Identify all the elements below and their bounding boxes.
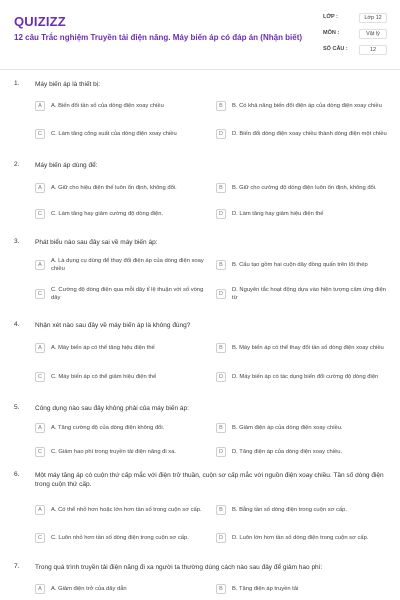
page-title: 12 câu Trắc nghiệm Truyền tải điện năng. Máy biến áp có đáp án (Nhận biết): [14, 33, 303, 42]
option-key: B: [216, 423, 226, 433]
option-key: C: [35, 372, 45, 382]
option-key: A: [35, 505, 45, 515]
option-text: A. Tăng cường độ của dòng điện không đổi.: [51, 425, 165, 431]
option-key: D: [216, 209, 226, 219]
option-text: A. Giảm điện trở của dây dẫn: [51, 586, 127, 592]
question-text: Trong quá trình truyền tải điện năng đi xa người ta thường dùng cách nào sau đây để giảm hao phí:: [35, 564, 323, 571]
option-a[interactable]: [35, 96, 205, 116]
option-a[interactable]: [35, 255, 205, 275]
option-key: A: [35, 101, 45, 111]
option-key: A: [35, 423, 45, 433]
page-header: [0, 0, 400, 70]
option-key: D: [216, 289, 226, 299]
option-text: B. Cấu tạo gồm hai cuộn dây đồng quấn trên lõi thép: [232, 262, 368, 268]
option-d[interactable]: [216, 204, 391, 224]
option-key: C: [35, 209, 45, 219]
question-number: 2.: [14, 161, 20, 168]
option-b[interactable]: [216, 500, 391, 520]
meta-row-count: [323, 42, 393, 58]
option-c[interactable]: [35, 528, 205, 548]
option-c[interactable]: [35, 367, 205, 387]
option-a[interactable]: [35, 338, 205, 358]
option-text: B. Có khả năng biến đổi điện áp của dòng điện xoay chiều: [232, 103, 382, 109]
option-key: A: [35, 343, 45, 353]
question-number: 1.: [14, 80, 20, 87]
option-c[interactable]: [35, 124, 205, 144]
option-a[interactable]: [35, 579, 205, 599]
option-key: C: [35, 289, 45, 299]
option-b[interactable]: [216, 96, 391, 116]
option-key: B: [216, 505, 226, 515]
option-text: D. Tăng điện áp của dòng điện xoay chiều.: [232, 449, 343, 455]
option-key: A: [35, 183, 45, 193]
option-text: D. Máy biến áp có tác dụng biến đổi cường độ dòng điện: [232, 374, 379, 380]
option-text: A. Biến đổi tần số của dòng điện xoay chiều: [51, 103, 164, 109]
question-text: Một máy tăng áp có cuộn thứ cấp mắc với điện trở thuần, cuộn sơ cấp mắc với nguồn điện xoay chiều. Tần số dòng điện trong cuộn thứ cấp.: [35, 472, 384, 488]
option-a[interactable]: [35, 500, 205, 520]
option-text: A. Là dụng cụ dùng để thay đổi điện áp của dòng điện xoay chiều: [51, 258, 204, 272]
option-a[interactable]: [35, 418, 205, 438]
option-key: D: [216, 372, 226, 382]
question-text: Phát biểu nào sau đây sai về máy biến áp:: [35, 239, 158, 246]
meta-label: SỐ CÂU :: [323, 46, 348, 52]
option-key: A: [35, 260, 45, 270]
option-d[interactable]: [216, 367, 391, 387]
option-b[interactable]: [216, 579, 391, 599]
option-key: D: [216, 129, 226, 139]
question-number: 4.: [14, 321, 20, 328]
option-b[interactable]: [216, 418, 391, 438]
option-c[interactable]: [35, 284, 205, 304]
option-d[interactable]: [216, 528, 391, 548]
option-text: A. Giữ cho hiệu điện thế luôn ổn định, không đổi.: [51, 185, 177, 191]
option-key: D: [216, 533, 226, 543]
option-text: B. Giữ cho cường độ dòng điện luôn ổn định, không đổi.: [232, 185, 377, 191]
option-d[interactable]: [216, 442, 391, 462]
quizizz-logo: QUIZIZZ: [14, 14, 66, 29]
option-c[interactable]: [35, 204, 205, 224]
question-text: Nhận xét nào sau đây về máy biến áp là không đúng?: [35, 322, 191, 329]
question-number: 5.: [14, 404, 20, 411]
option-text: B. Giảm điện áp của dòng điện xoay chiều.: [232, 425, 343, 431]
meta-panel: [323, 10, 393, 58]
option-b[interactable]: [216, 178, 391, 198]
option-key: B: [216, 260, 226, 270]
option-text: D. Luôn lớn hơn tần số dòng điện trong cuộn sơ cấp.: [232, 535, 369, 541]
option-c[interactable]: [35, 442, 205, 462]
question-text: Máy biến áp là thiết bị:: [35, 81, 101, 88]
option-text: D. Biến đổi dòng điện xoay chiều thành dòng điện một chiều: [232, 131, 387, 137]
meta-row-subject: [323, 26, 393, 42]
question-number: 7.: [14, 563, 20, 570]
option-text: C. Làm tăng công suất của dòng điện xoay chiều: [51, 131, 177, 137]
option-key: C: [35, 533, 45, 543]
option-key: C: [35, 447, 45, 457]
option-d[interactable]: [216, 124, 391, 144]
option-text: B. Tăng điện áp truyền tải: [232, 586, 299, 592]
option-text: C. Làm tăng hay giảm cường độ dòng điện.: [51, 211, 164, 217]
question-number: 3.: [14, 238, 20, 245]
option-key: C: [35, 129, 45, 139]
option-d[interactable]: [216, 284, 391, 304]
option-text: A. Máy biến áp có thể tăng hiệu điện thế: [51, 345, 155, 351]
option-key: B: [216, 584, 226, 594]
option-text: C. Cường độ dòng điện qua mỗi dây tỉ lệ thuận với số vòng dây: [51, 287, 204, 301]
meta-value: Vật lý: [359, 29, 387, 39]
option-b[interactable]: [216, 338, 391, 358]
meta-row-grade: [323, 10, 393, 26]
option-text: C. Giảm hao phí trong truyền tải điện năng đi xa.: [51, 449, 177, 455]
option-key: D: [216, 447, 226, 457]
meta-value: 12: [359, 45, 387, 55]
question-number: 6.: [14, 471, 20, 478]
option-a[interactable]: [35, 178, 205, 198]
question-text: Máy biến áp dùng để:: [35, 162, 98, 169]
option-text: D. Nguyên tắc hoạt động dựa vào hiện tượng cảm ứng điện từ: [232, 287, 387, 301]
meta-value: Lớp 12: [359, 13, 387, 23]
option-key: B: [216, 343, 226, 353]
option-text: B. Máy biến áp có thể thay đổi tần số dòng điện xoay chiều: [232, 345, 384, 351]
question-text: Công dụng nào sau đây không phải của máy biến áp:: [35, 405, 189, 412]
option-text: A. Có thể nhỏ hơn hoặc lớn hơn tần số trong cuộn sơ cấp.: [51, 507, 202, 513]
option-key: B: [216, 101, 226, 111]
option-b[interactable]: [216, 255, 391, 275]
meta-label: LỚP :: [323, 14, 338, 20]
option-text: B. Bằng tần số dòng điện trong cuộn sơ cấp.: [232, 507, 347, 513]
meta-label: MÔN :: [323, 30, 340, 36]
option-key: A: [35, 584, 45, 594]
option-text: D. Làm tăng hay giảm hiệu điện thế: [232, 211, 324, 217]
option-key: B: [216, 183, 226, 193]
option-text: C. Luôn nhỏ hơn tần số dòng điện trong cuộn sơ cấp.: [51, 535, 189, 541]
option-text: C. Máy biến áp có thể giảm hiệu điện thế: [51, 374, 157, 380]
